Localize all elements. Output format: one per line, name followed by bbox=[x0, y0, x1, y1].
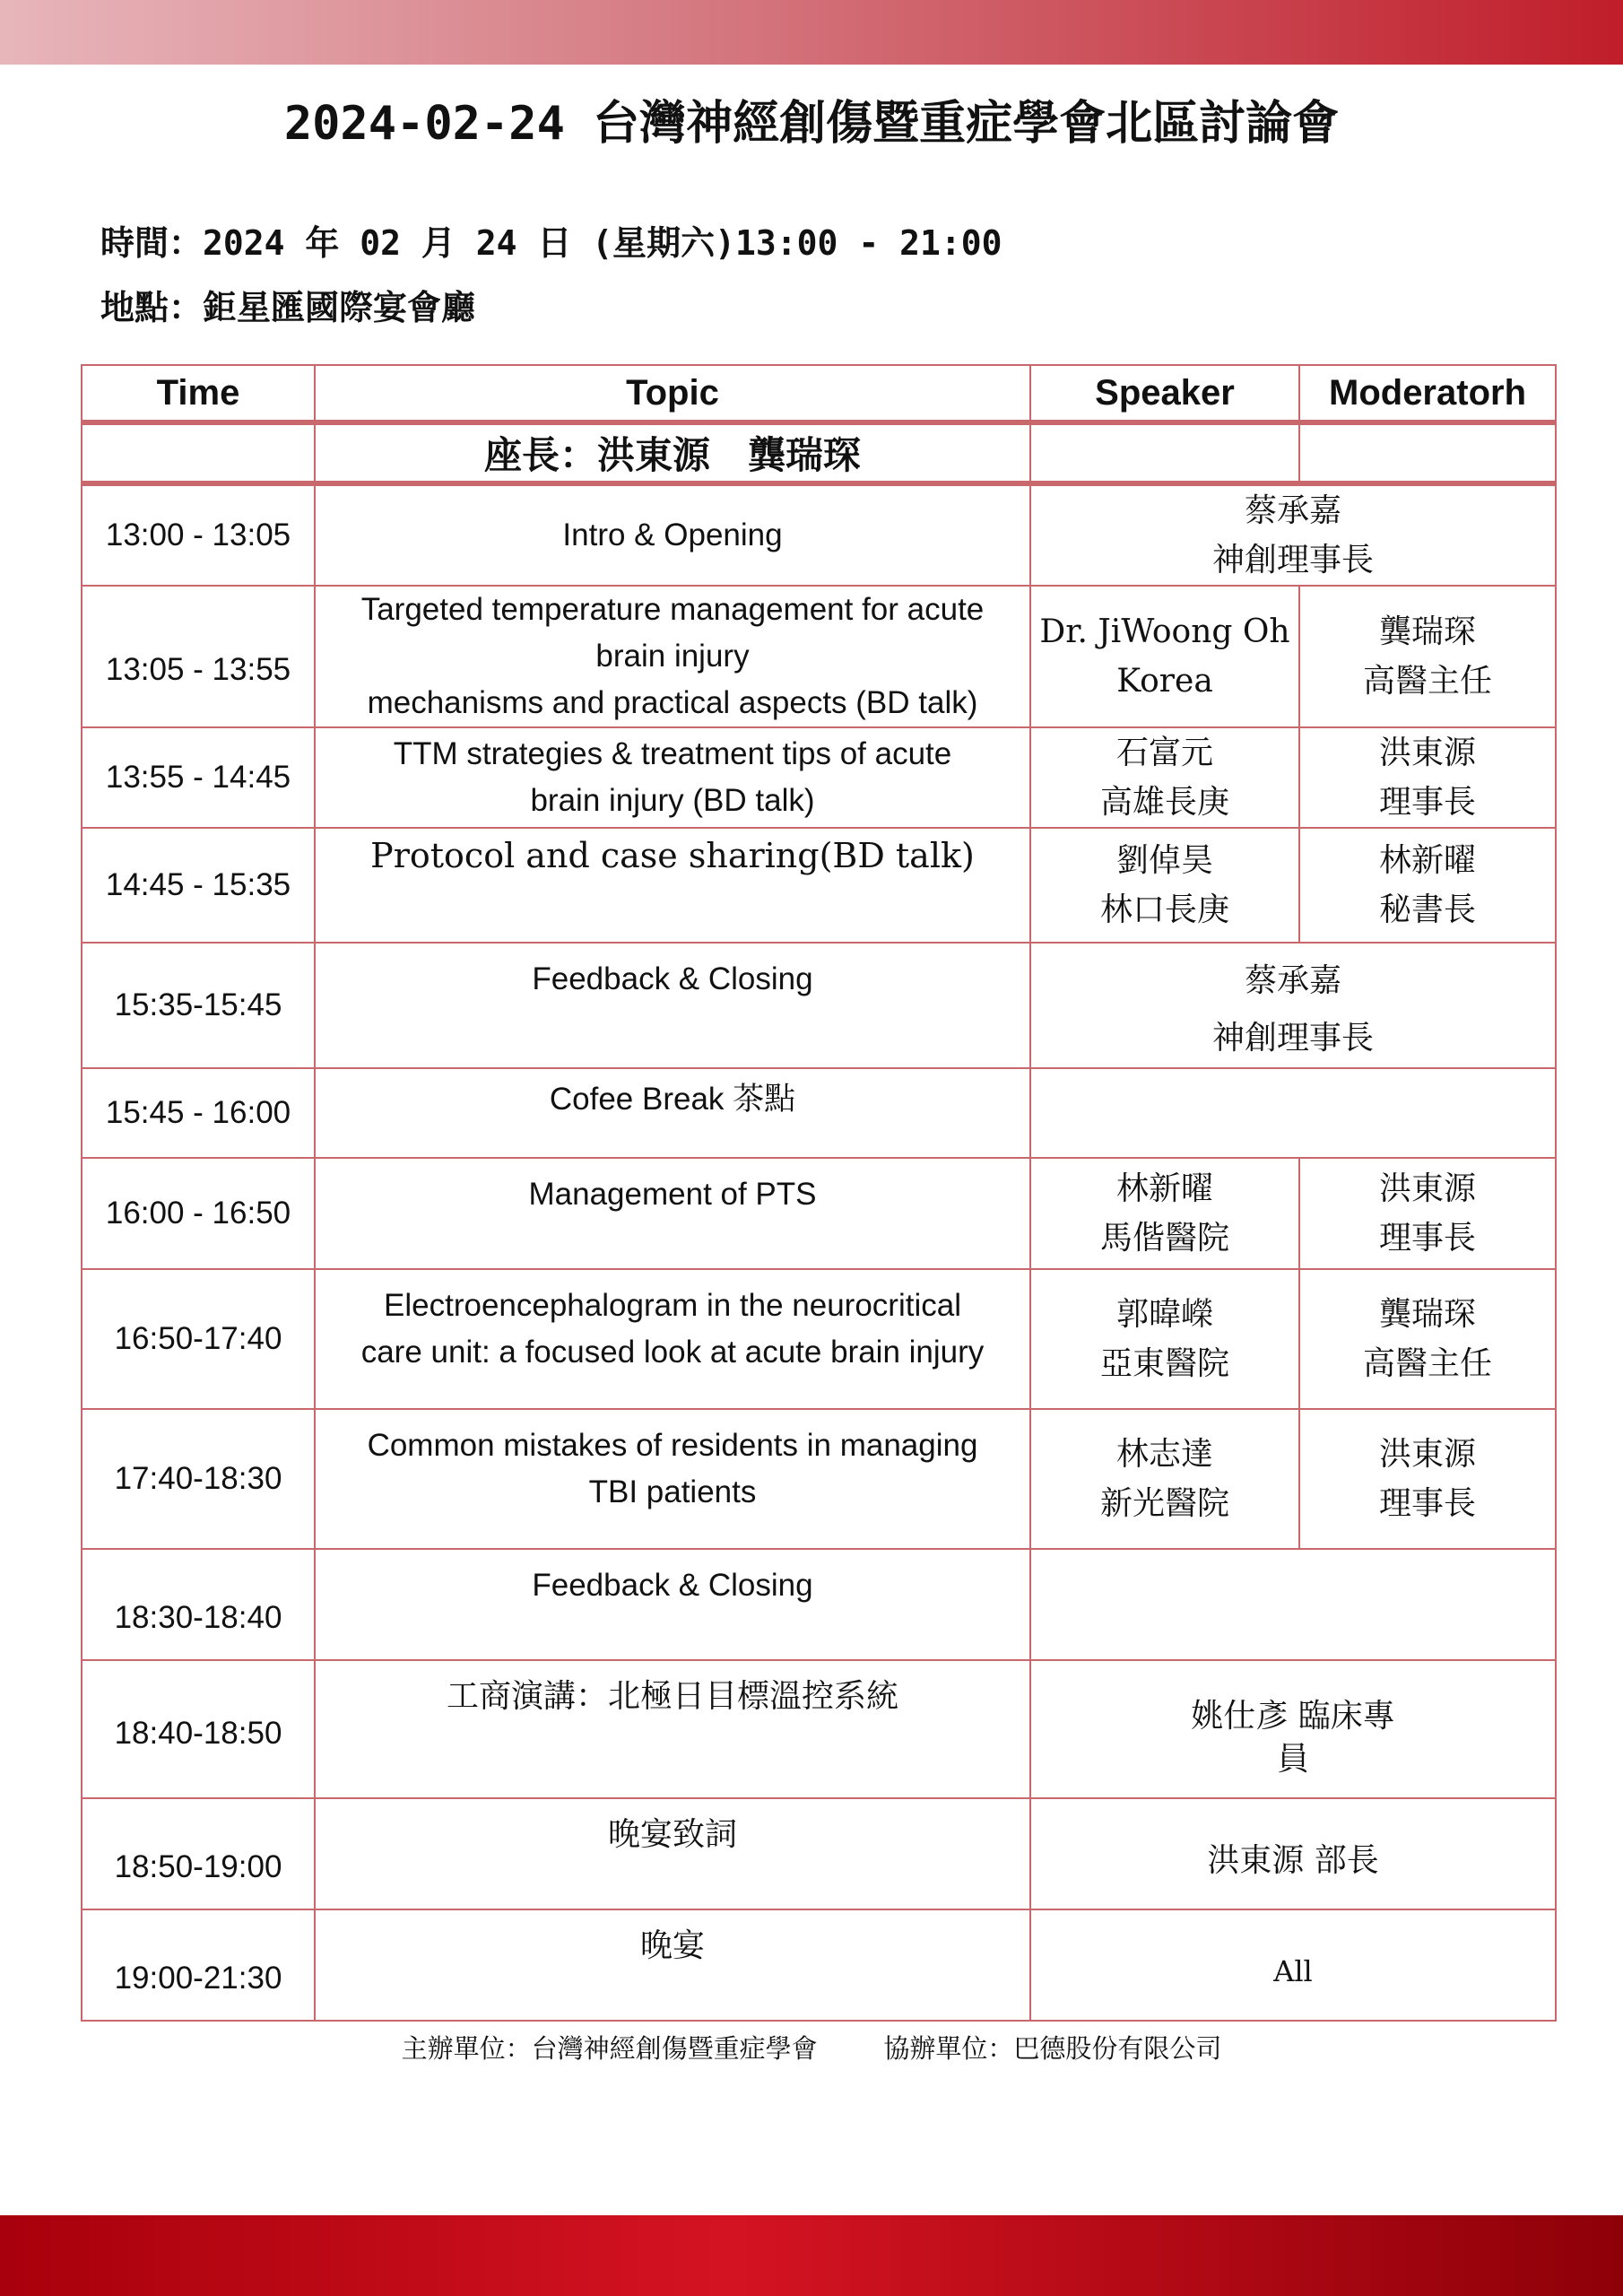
row-moderator bbox=[1299, 1409, 1556, 1549]
table-row bbox=[82, 1549, 1556, 1660]
person-line: 新光醫院 bbox=[1099, 1485, 1229, 1522]
header-speaker: Speaker bbox=[1030, 365, 1299, 422]
person-line: 理事長 bbox=[1378, 1485, 1476, 1522]
row-topic bbox=[315, 1660, 1030, 1798]
topic-line: 晚宴 bbox=[639, 1927, 705, 1964]
table-row bbox=[82, 943, 1556, 1068]
row-speaker bbox=[1030, 828, 1299, 943]
row-time: 13:05 - 13:55 bbox=[82, 586, 315, 727]
row-moderator bbox=[1299, 1269, 1556, 1409]
topic-line: Management of PTS bbox=[528, 1177, 817, 1212]
topic-line: Feedback & Closing bbox=[532, 961, 813, 996]
header-moderator: Moderatorh bbox=[1299, 365, 1556, 422]
person-line: 洪東源 bbox=[1378, 1436, 1476, 1473]
person-line: 郭暐嶸 bbox=[1115, 1296, 1213, 1333]
topic-line: care unit: a focused look at acute brain injury bbox=[360, 1335, 985, 1370]
header-row bbox=[82, 365, 1556, 422]
row-topic bbox=[315, 1269, 1030, 1409]
row-moderator bbox=[1299, 828, 1556, 943]
person-line: Dr. JiWoong Oh bbox=[1039, 613, 1290, 650]
row-moderator bbox=[1299, 727, 1556, 828]
person-line: 高醫主任 bbox=[1362, 1345, 1492, 1382]
topic-line: 工商演講：北極日目標溫控系統 bbox=[446, 1678, 898, 1715]
person-line: 洪東源 bbox=[1378, 1170, 1476, 1207]
row-moderator bbox=[1299, 586, 1556, 727]
table-row bbox=[82, 1269, 1556, 1409]
row-topic bbox=[315, 828, 1030, 943]
chair-empty-moderator bbox=[1299, 422, 1556, 483]
row-time: 14:45 - 15:35 bbox=[82, 828, 315, 943]
person-line: 洪東源 bbox=[1378, 735, 1476, 771]
topic-line: Feedback & Closing bbox=[532, 1568, 813, 1603]
row-time: 13:00 - 13:05 bbox=[82, 483, 315, 586]
event-place: 地點：鉅星匯國際宴會廳 bbox=[100, 288, 476, 327]
chair-row bbox=[82, 422, 1556, 483]
person-line: 神創理事長 bbox=[1211, 1020, 1374, 1057]
row-speaker bbox=[1030, 727, 1299, 828]
row-topic bbox=[315, 586, 1030, 727]
table-row bbox=[82, 483, 1556, 586]
person-line: 高醫主任 bbox=[1362, 663, 1492, 700]
person-line: 洪東源 部長 bbox=[1207, 1841, 1379, 1879]
row-time: 18:50-19:00 bbox=[82, 1798, 315, 1909]
header-time: Time bbox=[82, 365, 315, 422]
table-row bbox=[82, 1068, 1556, 1158]
row-topic bbox=[315, 1798, 1030, 1909]
row-speaker bbox=[1030, 1269, 1299, 1409]
topic-line: Electroencephalogram in the neurocritical bbox=[384, 1288, 961, 1323]
person-line: Korea bbox=[1116, 663, 1213, 700]
row-time: 19:00-21:30 bbox=[82, 1909, 315, 2021]
row-speaker bbox=[1030, 586, 1299, 727]
session-chair: 座長：洪東源 龔瑞琛 bbox=[315, 422, 1030, 483]
row-topic bbox=[315, 1068, 1030, 1158]
topic-line: Intro & Opening bbox=[562, 517, 783, 552]
topic-line: TTM strategies & treatment tips of acute bbox=[393, 736, 952, 771]
topic-line: Common mistakes of residents in managing bbox=[367, 1428, 978, 1463]
footer-organizer: 主辦單位：台灣神經創傷暨重症學會 bbox=[401, 2033, 818, 2064]
person-line: 員 bbox=[1276, 1741, 1309, 1778]
topic-line: Protocol and case sharing(BD talk) bbox=[370, 836, 975, 875]
footer-co-organizer: 協辦單位：巴德股份有限公司 bbox=[883, 2033, 1222, 2064]
person-line: 林口長庚 bbox=[1099, 891, 1229, 928]
table-row bbox=[82, 1660, 1556, 1798]
row-speaker-combined bbox=[1030, 943, 1556, 1068]
row-time: 15:35-15:45 bbox=[82, 943, 315, 1068]
row-speaker-combined bbox=[1030, 1660, 1556, 1798]
row-topic bbox=[315, 727, 1030, 828]
row-time: 13:55 - 14:45 bbox=[82, 727, 315, 828]
row-topic bbox=[315, 483, 1030, 586]
person-line: 劉倬昊 bbox=[1115, 842, 1213, 879]
row-topic bbox=[315, 943, 1030, 1068]
topic-line: Cofee Break 茶點 bbox=[549, 1082, 796, 1117]
person-line: 高雄長庚 bbox=[1099, 784, 1229, 821]
topic-line: mechanisms and practical aspects (BD talk) bbox=[367, 685, 978, 720]
row-speaker bbox=[1030, 1409, 1299, 1549]
topic-line: brain injury bbox=[595, 639, 750, 674]
person-line: 蔡承嘉 bbox=[1244, 492, 1341, 529]
footer bbox=[0, 2029, 1623, 2066]
table-row bbox=[82, 1798, 1556, 1909]
row-topic bbox=[315, 1909, 1030, 2021]
person-line: 神創理事長 bbox=[1211, 542, 1374, 578]
topic-line: Targeted temperature management for acute bbox=[360, 592, 985, 627]
person-line: 理事長 bbox=[1378, 784, 1476, 821]
row-time: 16:50-17:40 bbox=[82, 1269, 315, 1409]
schedule-table bbox=[81, 364, 1557, 2022]
person-line: 龔瑞琛 bbox=[1378, 613, 1476, 650]
row-speaker bbox=[1030, 1158, 1299, 1269]
person-line: 林新曜 bbox=[1378, 842, 1476, 879]
table-row bbox=[82, 586, 1556, 727]
person-line: 馬偕醫院 bbox=[1099, 1220, 1229, 1257]
person-line: 秘書長 bbox=[1378, 891, 1476, 928]
row-speaker-combined bbox=[1030, 483, 1556, 586]
table-row bbox=[82, 727, 1556, 828]
row-topic bbox=[315, 1409, 1030, 1549]
row-speaker-combined bbox=[1030, 1909, 1556, 2021]
person-line: All bbox=[1273, 1953, 1313, 1988]
row-speaker-combined bbox=[1030, 1798, 1556, 1909]
row-topic bbox=[315, 1549, 1030, 1660]
header-topic: Topic bbox=[315, 365, 1030, 422]
person-line: 姚仕彥 臨床專 bbox=[1191, 1698, 1395, 1735]
table-row bbox=[82, 1409, 1556, 1549]
row-time: 15:45 - 16:00 bbox=[82, 1068, 315, 1158]
row-speaker-empty bbox=[1030, 1068, 1556, 1158]
topic-line: brain injury (BD talk) bbox=[530, 783, 815, 818]
table-row bbox=[82, 828, 1556, 943]
person-line: 蔡承嘉 bbox=[1244, 962, 1341, 999]
topic-line: 晚宴致詞 bbox=[607, 1816, 737, 1853]
table-row bbox=[82, 1909, 1556, 2021]
row-moderator bbox=[1299, 1158, 1556, 1269]
person-line: 亞東醫院 bbox=[1099, 1345, 1229, 1382]
chair-empty-time bbox=[82, 422, 315, 483]
person-line: 林新曜 bbox=[1115, 1170, 1213, 1207]
person-line: 林志達 bbox=[1115, 1436, 1213, 1473]
chair-empty-speaker bbox=[1030, 422, 1299, 483]
person-line: 理事長 bbox=[1378, 1220, 1476, 1257]
row-time: 18:40-18:50 bbox=[82, 1660, 315, 1798]
topic-line: TBI patients bbox=[588, 1474, 757, 1509]
page-title: 2024-02-24 台灣神經創傷暨重症學會北區討論會 bbox=[283, 97, 1340, 151]
top-banner-bar bbox=[0, 0, 1623, 65]
person-line: 龔瑞琛 bbox=[1378, 1296, 1476, 1333]
table-row bbox=[82, 1158, 1556, 1269]
bottom-banner-bar bbox=[0, 2215, 1623, 2296]
row-time: 17:40-18:30 bbox=[82, 1409, 315, 1549]
person-line: 石富元 bbox=[1115, 735, 1213, 771]
row-time: 18:30-18:40 bbox=[82, 1549, 315, 1660]
row-time: 16:00 - 16:50 bbox=[82, 1158, 315, 1269]
row-topic bbox=[315, 1158, 1030, 1269]
row-speaker-empty bbox=[1030, 1549, 1556, 1660]
event-time: 時間：2024 年 02 月 24 日 (星期六)13:00 - 21:00 bbox=[100, 223, 1002, 263]
